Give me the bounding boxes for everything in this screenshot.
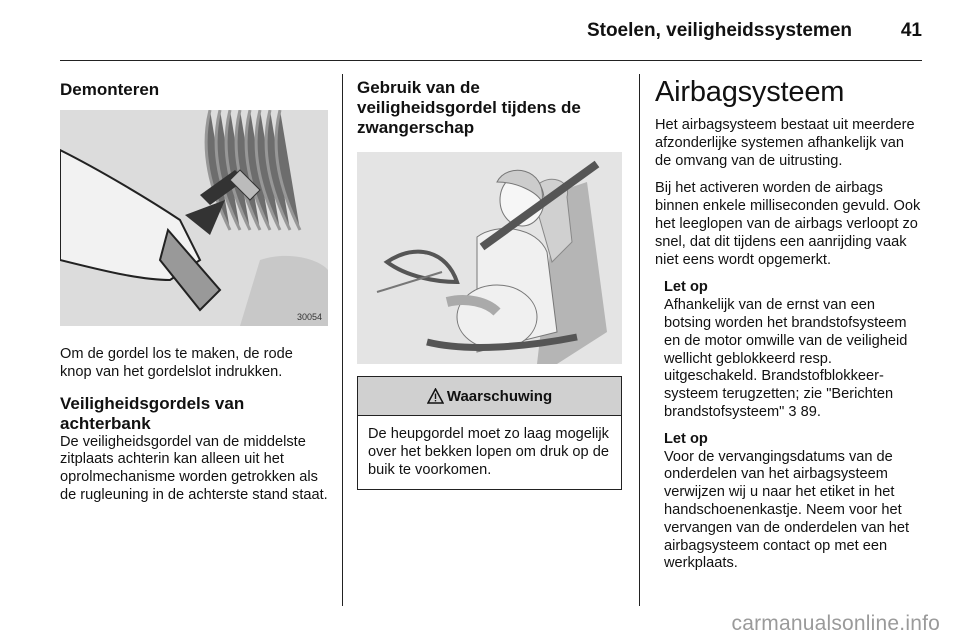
paragraph: Om de gordel los te maken, de rode knop van het gordelslot indrukken. bbox=[60, 346, 293, 380]
note-fuel-system bbox=[664, 279, 923, 421]
pregnant-driver-illustration bbox=[357, 152, 622, 364]
figure-number: 30054 bbox=[296, 312, 322, 322]
seatbelt-buckle-illustration bbox=[60, 110, 328, 326]
section-heading-rear-seatbelts: Veiligheidsgordels van achterbank bbox=[60, 393, 245, 433]
warning-title: Waarschuwing bbox=[446, 387, 553, 405]
buckle-drawing bbox=[60, 110, 328, 326]
column-2 bbox=[357, 74, 622, 490]
page-number: 41 bbox=[900, 20, 922, 41]
warning-text: De heupgordel moet zo laag mogelijk over het bekken lopen om druk op de buik te voorkomen. bbox=[368, 426, 609, 478]
warning-triangle-icon bbox=[427, 388, 444, 404]
column-divider bbox=[342, 74, 343, 606]
paragraph: Bij het activeren worden de airbags binnen enkele milliseconden gevuld. Ook het leeglopen van de airbags verloopt zo snel, dat dit tijdens een aanrijding vaak niet eens wordt opgemerkt. bbox=[655, 180, 921, 268]
note-text: Voor de vervangingsdatums van de onderdelen van het airbagsysteem verwijzen wij u naar het etiket in het handschoenenkastje. Neem voor het vervangen van de onderdelen van het airbagsysteem contact op met een werkplaats. bbox=[664, 448, 910, 572]
paragraph: De veiligheidsgordel van de middelste zitplaats achterin kan alleen uit het oprolmechanisme worden getrokken als de rugleuning in de achterste stand staat. bbox=[60, 433, 328, 503]
paragraph: Het airbagsysteem bestaat uit meerdere afzonderlijke systemen afhankelijk van de omvang van de uitrusting. bbox=[655, 117, 915, 169]
pregnant-driver-drawing bbox=[357, 152, 622, 364]
section-heading-airbag: Airbagsysteem bbox=[655, 76, 845, 108]
watermark: carmanualsonline.info bbox=[731, 612, 940, 635]
note-label: Let op bbox=[664, 279, 708, 296]
section-heading-demonteren: Demonteren bbox=[60, 80, 160, 99]
column-1 bbox=[60, 74, 328, 505]
header-rule bbox=[60, 60, 922, 61]
warning-box bbox=[357, 376, 622, 490]
section-heading-pregnancy: Gebruik van de veiligheidsgordel tijdens de zwangerschap bbox=[357, 78, 581, 137]
column-3 bbox=[655, 74, 923, 573]
note-label: Let op bbox=[664, 430, 708, 447]
note-replacement bbox=[664, 431, 923, 573]
running-header-title: Stoelen, veiligheidssystemen bbox=[586, 20, 852, 41]
column-divider bbox=[639, 74, 640, 606]
warning-body bbox=[358, 416, 621, 489]
warning-header bbox=[358, 377, 621, 416]
note-text: Afhankelijk van de ernst van een botsing worden het brandstofsysteem en de motor omwille van de veiligheid wellicht geblokkeerd resp. uitgeschakeld. Brandstofblokkeersysteem terugzetten; zie "Berichten brandstofsysteem" 3 89. bbox=[664, 297, 908, 420]
